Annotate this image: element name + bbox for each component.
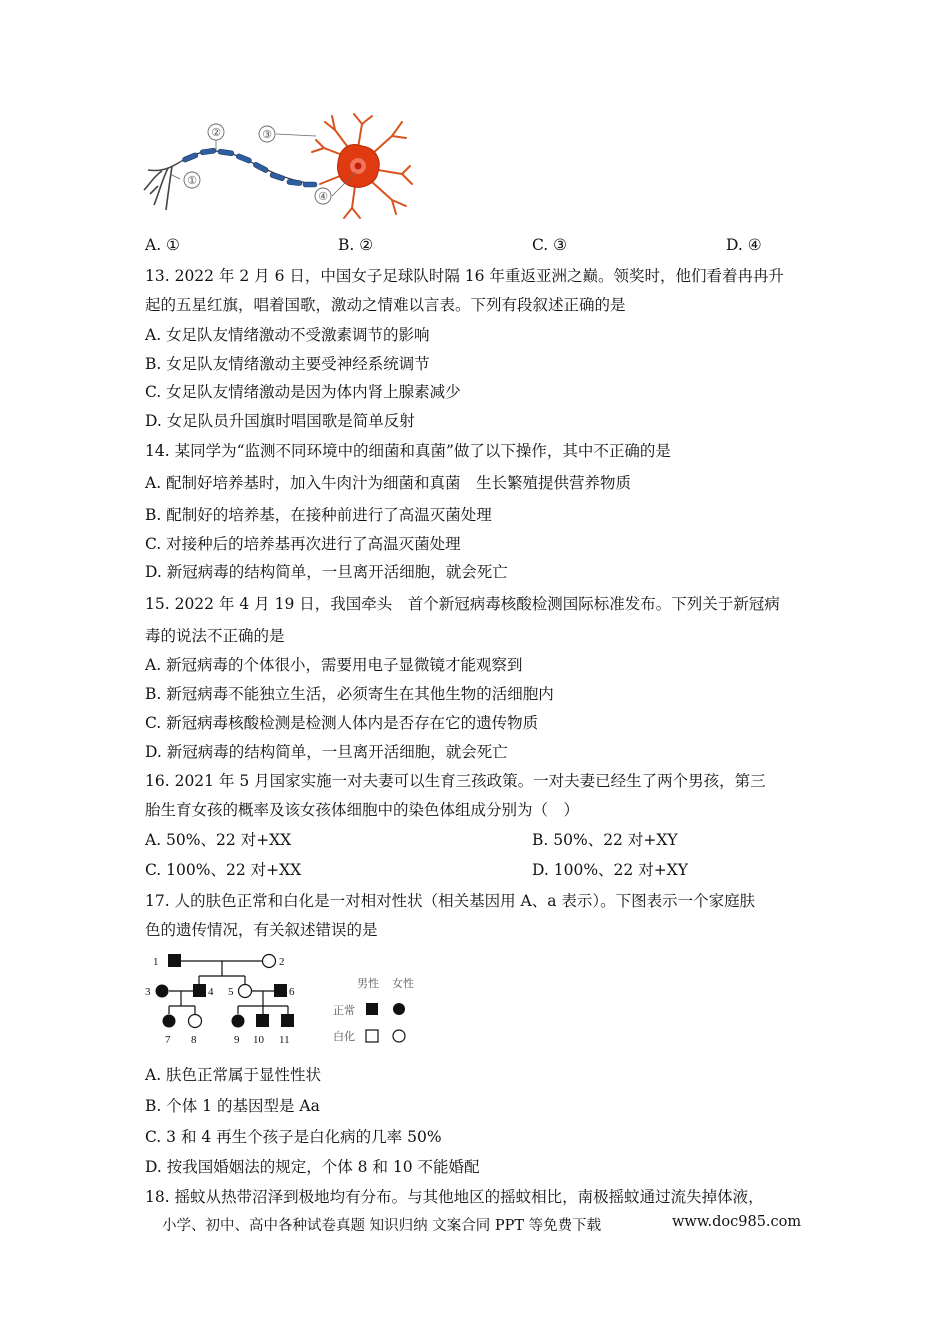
q14-stem-line-1: 14. 某同学为“监测不同环境中的细菌和真菌”做了以下操作，其中不正确的是 — [145, 442, 671, 460]
q15-option-d: D. 新冠病毒的结构简单，一旦离开活细胞，就会死亡 — [145, 743, 508, 761]
neuron-label-3: ③ — [262, 128, 272, 141]
pedigree-individual-4 — [193, 984, 206, 997]
q13-option-d: D. 女足队员升国旗时唱国歌是简单反射 — [145, 412, 415, 430]
legend-albino-male — [366, 1030, 378, 1042]
q18-stem-line-1: 18. 摇蚊从热带沼泽到极地均有分布。与其他地区的摇蚊相比，南极摇蚊通过流失掉体液， — [145, 1188, 764, 1206]
pedigree-individual-6 — [274, 984, 287, 997]
footer-url[interactable]: www.doc985.com — [672, 1214, 802, 1230]
q16-stem-line-2: 胎生育女孩的概率及该女孩体细胞中的染色体组成分别为（ ） — [145, 801, 580, 819]
pedigree-individual-5 — [239, 985, 252, 998]
q16-option-d: D. 100%、22 对+XY — [532, 861, 688, 879]
pedigree-number: 2 — [279, 956, 285, 968]
q16-option-a: A. 50%、22 对+XX — [145, 831, 292, 849]
pedigree-number: 5 — [228, 986, 234, 998]
legend-female: 女性 — [392, 977, 414, 990]
axon-terminal — [144, 162, 180, 210]
q17-stem-line-1: 17. 人的肤色正常和白化是一对相对性状（相关基因用 A、a 表示）。下图表示一个家庭肤 — [145, 892, 756, 910]
q14-option-b: B. 配制好的培养基，在接种前进行了高温灭菌处理 — [145, 506, 492, 524]
legend-normal: 正常 — [333, 1004, 355, 1017]
q15-option-c: C. 新冠病毒核酸检测是检测人体内是否存在它的遗传物质 — [145, 714, 539, 732]
pedigree-individual-3 — [156, 985, 169, 998]
q17-option-d: D. 按我国婚姻法的规定，个体 8 和 10 不能婚配 — [145, 1158, 480, 1176]
q17-option-c: C. 3 和 4 再生个孩子是白化病的几率 50% — [145, 1128, 442, 1146]
q13-option-a: A. 女足队友情绪激动不受激素调节的影响 — [145, 326, 430, 344]
legend-albino: 白化 — [333, 1030, 355, 1043]
q17-option-b: B. 个体 1 的基因型是 Aa — [145, 1097, 320, 1115]
pedigree-individual-8 — [189, 1015, 202, 1028]
pedigree-chart — [145, 948, 435, 1048]
pedigree-individual-1 — [168, 954, 181, 967]
q15-option-b: B. 新冠病毒不能独立生活，必须寄生在其他生物的活细胞内 — [145, 685, 554, 703]
pedigree-number: 4 — [208, 986, 214, 998]
q13-stem-line-1: 13. 2022 年 2 月 6 日，中国女子足球队时隔 16 年重返亚洲之巅。领奖时，他们看着冉冉升 — [145, 267, 784, 285]
footer — [162, 1214, 802, 1235]
q14-option-c: C. 对接种后的培养基再次进行了高温灭菌处理 — [145, 535, 461, 553]
pedigree-individual-2 — [263, 955, 276, 968]
pedigree-number: 7 — [165, 1034, 171, 1046]
pedigree-individual-9 — [232, 1015, 245, 1028]
pedigree-number: 9 — [234, 1034, 240, 1046]
footer-text: 小学、初中、高中各种试卷真题 知识归纳 文案合同 PPT 等免费下载 — [162, 1218, 602, 1234]
pedigree-individual-11 — [281, 1014, 294, 1027]
myelin-sheath — [182, 148, 317, 187]
pedigree-individual-7 — [163, 1015, 176, 1028]
legend-albino-female — [393, 1030, 405, 1042]
pedigree-number: 6 — [289, 986, 295, 998]
q14-option-a: A. 配制好培养基时，加入牛肉汁为细菌和真菌 生长繁殖提供营养物质 — [145, 474, 632, 492]
q12-option-b: B. ② — [338, 236, 374, 254]
pedigree-number: 8 — [191, 1034, 197, 1046]
q17-option-a: A. 肤色正常属于显性性状 — [145, 1066, 322, 1084]
pedigree-individual-10 — [256, 1014, 269, 1027]
legend-male: 男性 — [357, 977, 379, 990]
pedigree-number: 11 — [279, 1034, 290, 1046]
q15-stem-line-1: 15. 2022 年 4 月 19 日，我国牵头 首个新冠病毒核酸检测国际标准发布。下列关于新冠病 — [145, 595, 780, 613]
q15-option-a: A. 新冠病毒的个体很小，需要用电子显微镜才能观察到 — [145, 656, 523, 674]
pedigree-number: 1 — [153, 956, 159, 968]
legend-normal-male — [366, 1003, 378, 1015]
q12-option-d: D. ④ — [726, 236, 762, 254]
q13-option-c: C. 女足队友情绪激动是因为体内肾上腺素减少 — [145, 383, 461, 401]
neuron-figure — [140, 110, 420, 225]
q17-stem-line-2: 色的遗传情况，有关叙述错误的是 — [145, 921, 378, 939]
q13-option-b: B. 女足队友情绪激动主要受神经系统调节 — [145, 355, 430, 373]
q14-option-d: D. 新冠病毒的结构简单，一旦离开活细胞，就会死亡 — [145, 563, 508, 581]
neuron-label-4: ④ — [318, 190, 328, 203]
pedigree-number: 10 — [253, 1034, 264, 1046]
q12-option-c: C. ③ — [532, 236, 568, 254]
q12-option-a: A. ① — [145, 236, 180, 254]
pedigree-number: 3 — [145, 986, 151, 998]
legend-normal-female — [393, 1003, 405, 1015]
q16-stem-line-1: 16. 2021 年 5 月国家实施一对夫妻可以生育三孩政策。一对夫妻已经生了两个男孩，第三 — [145, 772, 766, 790]
q13-stem-line-2: 起的五星红旗，唱着国歌，激动之情难以言表。下列有段叙述正确的是 — [145, 296, 626, 314]
q16-option-b: B. 50%、22 对+XY — [532, 831, 678, 849]
q15-stem-line-2: 毒的说法不正确的是 — [145, 627, 285, 645]
neuron-label-2: ② — [211, 126, 221, 139]
neuron-label-1: ① — [187, 174, 197, 187]
q16-option-c: C. 100%、22 对+XX — [145, 861, 302, 879]
